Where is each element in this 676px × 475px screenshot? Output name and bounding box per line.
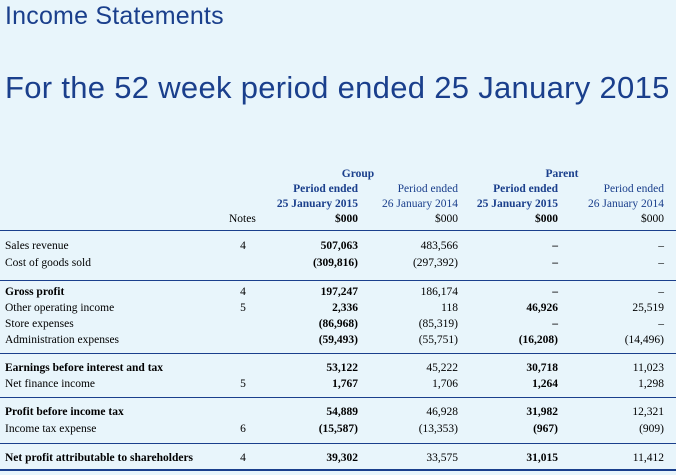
row-label: Administration expenses xyxy=(5,334,120,346)
group-2014-value: 186,174 xyxy=(420,286,458,298)
page-subtitle: For the 52 week period ended 25 January 2015 xyxy=(5,70,670,105)
row-label: Income tax expense xyxy=(5,423,97,435)
rule-after-admin xyxy=(0,353,676,354)
row-note: 5 xyxy=(240,302,246,314)
row-label: Other operating income xyxy=(5,302,115,314)
group-2015-value: (15,587) xyxy=(318,423,358,435)
group-2015-value: (86,968) xyxy=(318,318,358,330)
header-rule xyxy=(0,230,676,231)
row-label: Store expenses xyxy=(5,318,74,330)
parent-2014-value: (909) xyxy=(639,423,664,435)
parent-2015-value: – xyxy=(552,318,558,330)
group-2015-value: 2,336 xyxy=(332,302,358,314)
group-2014-value: 1,706 xyxy=(432,378,458,390)
parent-header: Parent xyxy=(545,168,579,180)
group-2014-value: (55,751) xyxy=(418,334,458,346)
table-row xyxy=(0,406,676,423)
row-label: Earnings before interest and tax xyxy=(5,362,164,374)
parent-2015-value: (16,208) xyxy=(518,334,558,346)
parent-2014-value: – xyxy=(658,240,664,252)
parent-2014-date: 26 January 2014 xyxy=(587,198,664,210)
parent-2015-unit: $000 xyxy=(535,213,558,225)
group-2014-value: 118 xyxy=(441,302,458,314)
table-row xyxy=(0,378,676,395)
row-note: 4 xyxy=(240,240,246,252)
parent-2015-value: (967) xyxy=(533,423,558,435)
group-2014-value: 46,928 xyxy=(426,406,458,418)
parent-2014-value: 11,023 xyxy=(632,362,664,374)
parent-2014-value: – xyxy=(658,286,664,298)
group-2015-value: 54,889 xyxy=(326,406,358,418)
group-2014-value: (297,392) xyxy=(412,257,458,269)
table-row xyxy=(0,240,676,257)
parent-2014-value: 1,298 xyxy=(638,378,664,390)
group-2014-date: 26 January 2014 xyxy=(381,198,458,210)
group-2015-period: Period ended xyxy=(293,183,358,195)
row-note: 5 xyxy=(240,378,246,390)
row-label: Gross profit xyxy=(5,286,65,298)
table-row xyxy=(0,286,676,303)
notes-header: Notes xyxy=(229,213,256,225)
group-2015-value: 197,247 xyxy=(320,286,358,298)
table-row xyxy=(0,362,676,379)
group-2014-value: 33,575 xyxy=(426,452,458,464)
group-2014-value: (85,319) xyxy=(418,318,458,330)
group-2015-value: 53,122 xyxy=(326,362,358,374)
parent-2015-value: – xyxy=(552,257,558,269)
parent-2014-value: – xyxy=(658,318,664,330)
page-title: Income Statements xyxy=(5,2,224,30)
group-2014-value: 483,566 xyxy=(420,240,458,252)
parent-2015-value: 31,015 xyxy=(526,452,558,464)
parent-2015-value: 1,264 xyxy=(532,378,558,390)
group-2014-unit: $000 xyxy=(435,213,458,225)
row-note: 4 xyxy=(240,286,246,298)
table-row xyxy=(0,334,676,351)
row-label: Cost of goods sold xyxy=(5,257,91,269)
row-note: 6 xyxy=(240,423,246,435)
group-2014-value: 45,222 xyxy=(426,362,458,374)
table-row xyxy=(0,318,676,335)
parent-2014-value: 25,519 xyxy=(632,302,664,314)
parent-2015-value: 46,926 xyxy=(526,302,558,314)
parent-2015-value: – xyxy=(552,240,558,252)
group-2015-value: (59,493) xyxy=(318,334,358,346)
table-row xyxy=(0,302,676,319)
parent-2015-date: 25 January 2015 xyxy=(476,198,558,210)
parent-2014-value: 12,321 xyxy=(632,406,664,418)
group-2014-period: Period ended xyxy=(397,183,458,195)
row-label: Sales revenue xyxy=(5,240,69,252)
parent-2015-period: Period ended xyxy=(493,183,558,195)
row-note: 4 xyxy=(240,452,246,464)
rule-after-tax xyxy=(0,443,676,444)
parent-2014-unit: $000 xyxy=(641,213,664,225)
group-2015-value: (309,816) xyxy=(312,257,358,269)
parent-2014-value: – xyxy=(658,257,664,269)
parent-2015-value: – xyxy=(552,286,558,298)
parent-2015-value: 31,982 xyxy=(526,406,558,418)
row-label: Net finance income xyxy=(5,378,96,390)
table-row xyxy=(0,452,676,469)
group-2014-value: (13,353) xyxy=(418,423,458,435)
group-2015-value: 507,063 xyxy=(320,240,358,252)
row-label: Net profit attributable to shareholders xyxy=(5,452,194,464)
group-header: Group xyxy=(341,168,375,180)
parent-2015-value: 30,718 xyxy=(526,362,558,374)
group-2015-date: 25 January 2015 xyxy=(276,198,358,210)
group-2015-value: 39,302 xyxy=(326,452,358,464)
table-row xyxy=(0,257,676,274)
parent-2014-value: (14,496) xyxy=(624,334,664,346)
parent-2014-period: Period ended xyxy=(603,183,664,195)
row-label: Profit before income tax xyxy=(5,406,124,418)
rule-after-finance xyxy=(0,397,676,398)
parent-2014-value: 11,412 xyxy=(632,452,664,464)
group-2015-value: 1,767 xyxy=(332,378,358,390)
bottom-rule xyxy=(0,469,676,471)
table-row xyxy=(0,423,676,440)
group-2015-unit: $000 xyxy=(335,213,358,225)
rule-after-cogs xyxy=(0,280,676,281)
